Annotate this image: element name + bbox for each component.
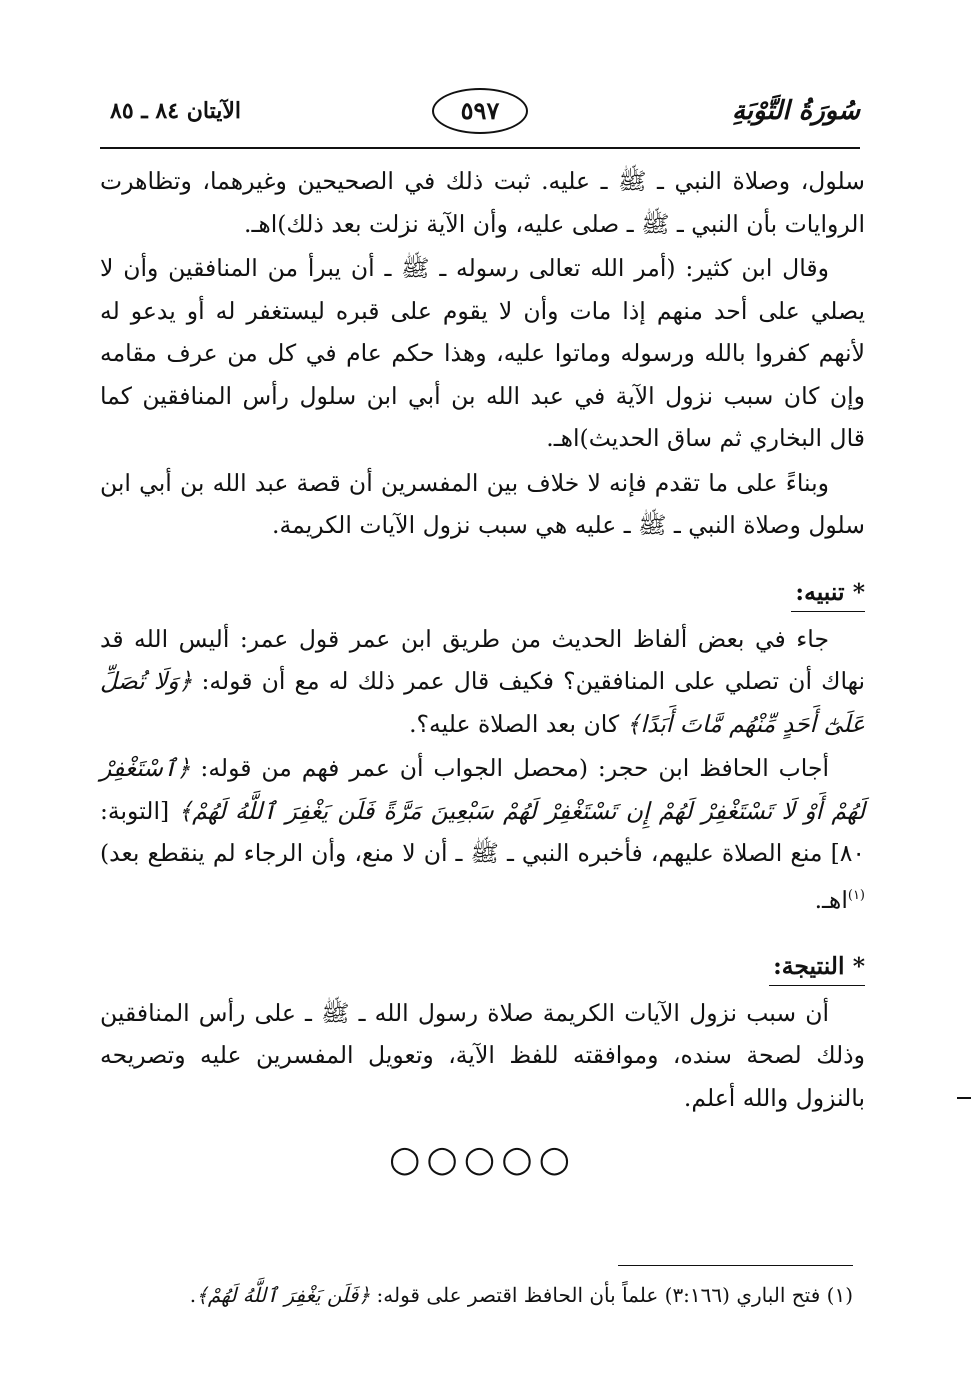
footnote-marker[interactable]: (١) [847, 887, 865, 903]
quran-verse: ﴿ٱسْتَغْفِرْ لَهُمْ أَوْ لَا تَسْتَغْفِرْ لَهُمْ إِن تَسْتَغْفِرْ لَهُمْ سَبْعِينَ مَرَّةً فَلَن يَغْفِرَ ٱللَّهُ لَهُمْ﴾ [100, 754, 865, 825]
margin-mark [957, 1097, 971, 1099]
tanbih-heading-text: تنبيه: [795, 577, 845, 606]
quran-verse: ﴿فَلَن يَغْفِرَ ٱللَّهُ لَهُمْ﴾ [196, 1283, 371, 1307]
tanbih-text: أجاب الحافظ ابن حجر: (محصل الجواب أن عمر فهم من قوله: [190, 754, 829, 782]
quran-verse: ﴿وَلَا تُصَلِّ عَلَىٰٓ أَحَدٍ مِّنْهُم مَّاتَ أَبَدًا﴾ [100, 667, 865, 738]
paragraph: وقال ابن كثير: (أمر الله تعالى رسوله ـ ﷺ ـ أن يبرأ من المنافقين وأن لا يصلي على أحد منهم إذا مات وأن لا يقوم على قبره ليستغفر له أو يدعو له لأنهم كفروا بالله ورسوله وماتوا عليه، وهذا حكم عام في كل من عرف مقامه وإن كان سبب نزول الآية في عبد الله بن أبي ابن سلول رأس المنافقين كما قال البخاري ثم ساق الحديث)اهـ. [100, 254, 865, 452]
tanbih-text: منع الصلاة عليهم، فأخبره النبي ـ ﷺ ـ أن لا منع، وأن الرجاء لم ينقطع بعد) [100, 839, 823, 867]
verses-label: الآيتان ٨٤ ـ ٨٥ [110, 98, 241, 124]
surah-title: سُورَةُ التَّوْبَةِ [731, 96, 860, 126]
paragraph [100, 618, 865, 746]
heading-marker: * [852, 951, 865, 980]
paragraph: وبناءً على ما تقدم فإنه لا خلاف بين المفسرين أن قصة عبد الله بن أبي ابن سلول وصلاة النبي ـ ﷺ ـ عليه هي سبب نزول الآيات الكريمة. [100, 468, 865, 539]
natija-heading [100, 947, 865, 986]
heading-marker: * [852, 577, 865, 606]
paragraph: سلول، وصلاة النبي ـ ﷺ ـ عليه. ثبت ذلك في الصحيحين وغيرهما، وتظاهرت الروايات بأن النبي ـ ﷺ ـ صلى عليه، وأن الآية نزلت بعد ذلك)اهـ. [100, 167, 865, 238]
paragraph [100, 747, 865, 921]
header-divider [100, 147, 860, 149]
section-ornament: ○○○○○ [388, 1139, 577, 1181]
tanbih-text: اهـ. [814, 885, 848, 914]
page-header [100, 88, 860, 148]
tanbih-text: جاء في بعض ألفاظ الحديث من طريق ابن عمر قول عمر: أليس الله قد نهاك أن تصلي على المنافقين؟ فكيف قال عمر ذلك له مع أن قوله: [100, 624, 865, 695]
verse-reference: [التوبة: ٨٠] [100, 796, 866, 867]
page-body [100, 160, 865, 1182]
tanbih-heading [100, 573, 865, 612]
natija-heading-text: النتيجة: [773, 951, 845, 980]
page-number: ٥٩٧ [432, 88, 528, 134]
footnote-text: (١) فتح الباري (٣:١٦٦) علماً بأن الحافظ اقتصر على قوله: [370, 1283, 853, 1307]
tanbih-text: كان بعد الصلاة عليه؟. [409, 709, 627, 738]
footnote-divider [618, 1265, 853, 1266]
paragraph: أن سبب نزول الآيات الكريمة صلاة رسول الله ـ ﷺ ـ على رأس المنافقين وذلك لصحة سنده، وموافقته للفظ الآية، وتعويل المفسرين عليه وتصريحه بالنزول والله أعلم. [100, 998, 865, 1112]
footnote-end: . [189, 1283, 197, 1307]
footnote [113, 1280, 853, 1310]
